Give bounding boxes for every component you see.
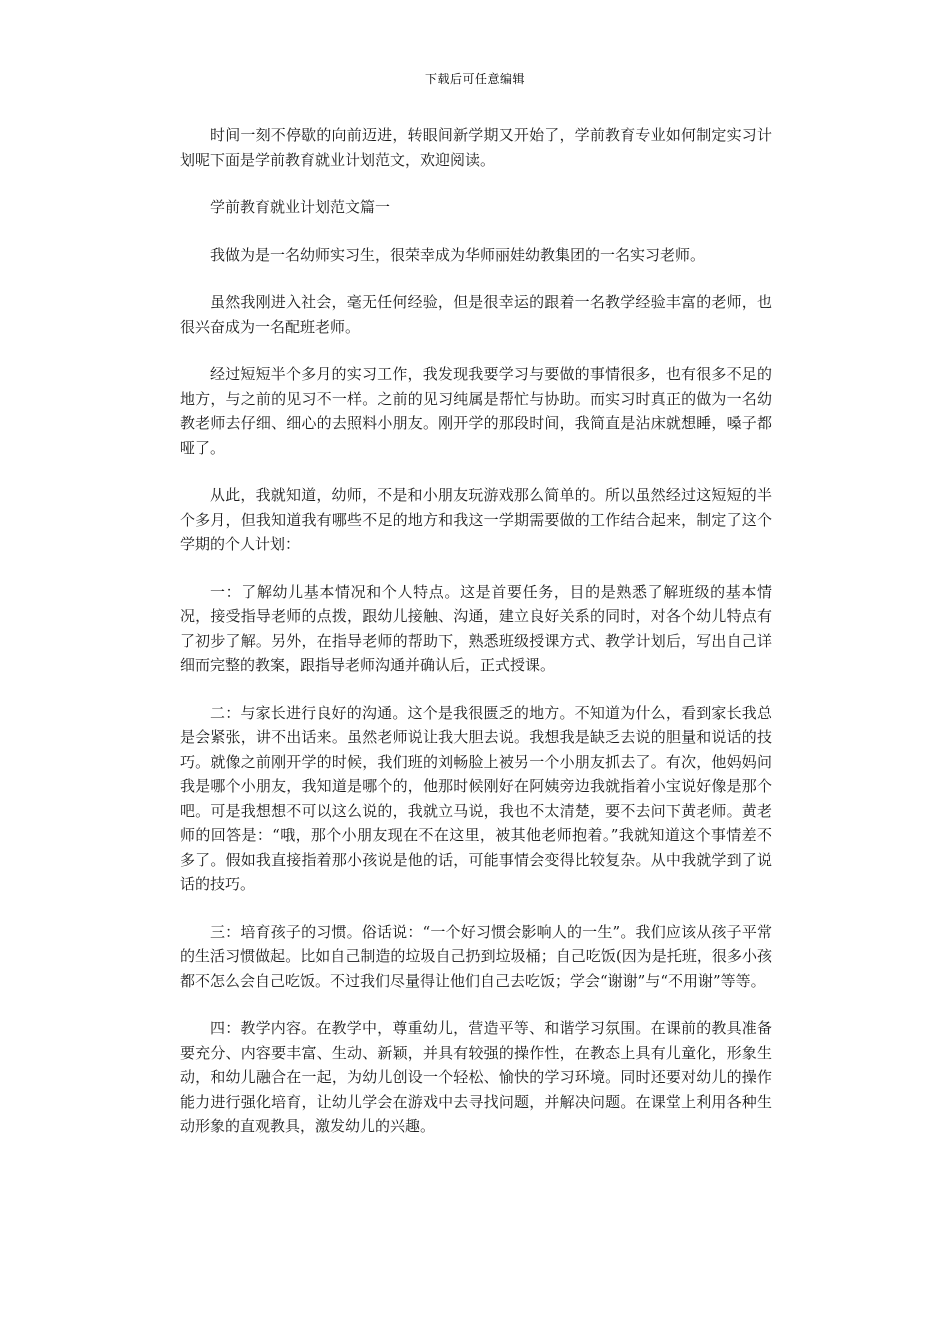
paragraph-identity: 我做为是一名幼师实习生，很荣幸成为华师丽娃幼教集团的一名实习老师。 bbox=[210, 245, 706, 264]
page-header: 下载后可任意编辑 bbox=[424, 72, 525, 86]
paragraph-personal-plan: 从此，我就知道，幼师，不是和小朋友玩游戏那么简单的。所以虽然经过这短短的半个多月，但我知道我有哪些不足的地方和我这一学期需要做的工作结合起来，制定了这个学期的个人计划： bbox=[180, 486, 772, 553]
document-body bbox=[180, 123, 772, 1162]
plan-item-3: 三：培育孩子的习惯。俗话说：“一个好习惯会影响人的一生”。我们应该从孩子平常的生活习惯做起。比如自己制造的垃圾自己扔到垃圾桶；自己吃饭(因为是托班，很多小孩都不怎么会自己吃饭。不过我们尽量得让他们自己去吃饭；学会“谢谢”与“不用谢”等等。 bbox=[180, 922, 772, 990]
paragraph-internship-experience: 经过短短半个多月的实习工作，我发现我要学习与要做的事情很多，也有很多不足的地方，与之前的见习不一样。之前的见习纯属是帮忙与协助。而实习时真正的做为一名幼教老师去仔细、细心的去照料小朋友。刚开学的那段时间，我简直是沾床就想睡，嗓子都哑了。 bbox=[180, 365, 772, 457]
section-title: 学前教育就业计划范文篇一 bbox=[210, 198, 391, 216]
plan-item-1: 一：了解幼儿基本情况和个人特点。这是首要任务，目的是熟悉了解班级的基本情况，接受指导老师的点拨，跟幼儿接触、沟通，建立良好关系的同时，对各个幼儿特点有了初步了解。另外，在指导老师的帮助下，熟悉班级授课方式、教学计划后，写出自己详细而完整的教案，跟指导老师沟通并确认后，正式授课。 bbox=[180, 582, 772, 674]
plan-item-4: 四：教学内容。在教学中，尊重幼儿，营造平等、和谐学习氛围。在课前的教具准备要充分、内容要丰富、生动、新颖，并具有较强的操作性，在教态上具有儿童化，形象生动，和幼儿融合在一起，为幼儿创设一个轻松、愉快的学习环境。同时还要对幼儿的操作能力进行强化培育，让幼儿学会在游戏中去寻找问题，并解决问题。在课堂上利用各种生动形象的直观教具，激发幼儿的兴趣。 bbox=[180, 1019, 772, 1135]
intro-paragraph: 时间一刻不停歇的向前迈进，转眼间新学期又开始了，学前教育专业如何制定实习计划呢下面是学前教育就业计划范文，欢迎阅读。 bbox=[180, 126, 772, 169]
plan-item-2: 二：与家长进行良好的沟通。这个是我很匮乏的地方。不知道为什么，看到家长我总是会紧张，讲不出话来。虽然老师说让我大胆去说。我想我是缺乏去说的胆量和说话的技巧。就像之前刚开学的时候，我们班的刘畅脸上被另一个小朋友抓去了。有次，他妈妈问我是哪个小朋友，我知道是哪个的，他那时候刚好在阿姨旁边我就指着小宝说好像是那个吧。可是我想想不可以这么说的，我就立马说，我也不太清楚，要不去问下黄老师。黄老师的回答是：“哦，那个小朋友现在不在这里，被其他老师抱着。”我就知道这个事情差不多了。假如我直接指着那小孩说是他的话，可能事情会变得比较复杂。从中我就学到了说话的技巧。 bbox=[180, 703, 772, 893]
paragraph-new-to-society: 虽然我刚进入社会，毫无任何经验，但是很幸运的跟着一名教学经验丰富的老师，也很兴奋成为一名配班老师。 bbox=[180, 293, 772, 336]
